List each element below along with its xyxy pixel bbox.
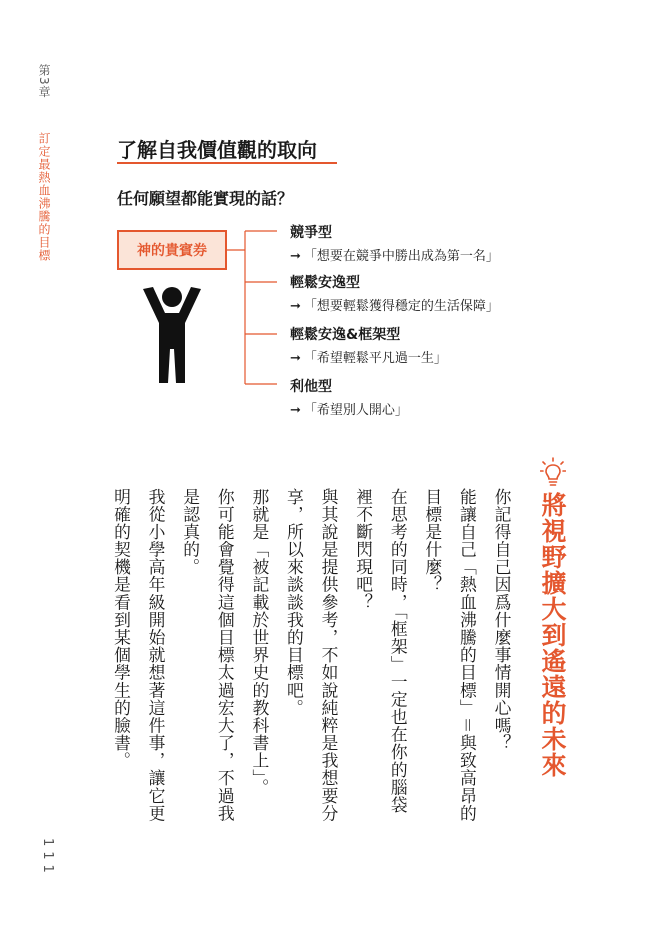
branch-easygoing	[290, 272, 499, 314]
paragraph: 在思考的同時，「框架」一定也在你的腦袋裡不斷閃現吧？	[353, 488, 409, 814]
arrow-icon: ➞	[290, 299, 301, 314]
paragraph: 你記得自己因爲什麼事情開心嗎？	[492, 488, 512, 752]
lightbulb-icon	[540, 457, 566, 487]
branch-altruistic	[290, 376, 408, 418]
title-underline	[117, 162, 337, 164]
branch-competitive	[290, 222, 499, 264]
paragraph: 我從小學高年級開始就想著這件事，讓它更明確的契機是看到某個學生的臉書。	[111, 488, 167, 823]
arrow-icon: ➞	[290, 249, 301, 264]
chapter-title: 訂定最熱血沸騰的目標	[37, 132, 51, 262]
chapter-number: 第3章	[37, 64, 51, 99]
branch-label: 輕鬆安逸&框架型	[290, 327, 401, 343]
section-title: 了解自我價值觀的取向	[117, 138, 317, 162]
cheering-person-icon	[139, 285, 205, 385]
arrow-icon: ➞	[290, 351, 301, 366]
question-heading: 任何願望都能實現的話？	[117, 189, 294, 208]
branch-label: 利他型	[290, 379, 332, 395]
body-text	[104, 488, 519, 828]
branch-label: 競爭型	[290, 225, 332, 241]
page-number: 111	[40, 838, 55, 878]
branch-label: 輕鬆安逸型	[290, 275, 360, 291]
branch-wish: 「希望輕鬆平凡過一生」	[303, 351, 447, 366]
paragraph: 能讓自己「熱血沸騰的目標」＝與致高昂的目標是什麼？	[422, 488, 478, 823]
article-heading: 將視野擴大到遙遠的未來	[538, 492, 567, 778]
value-tree-connector	[227, 229, 277, 399]
paragraph: 與其說是提供參考，不如說純粹是我想要分享，所以來談談我的目標吧。	[284, 488, 340, 823]
branch-easygoing-framework	[290, 324, 447, 366]
branch-wish: 「想要在競爭中勝出成為第一名」	[303, 249, 499, 264]
voucher-label: 神的貴賓券	[137, 243, 207, 259]
voucher-box	[117, 230, 227, 270]
paragraph: 你可能會覺得這個目標太過宏大了，不過我是認真的。	[180, 488, 236, 823]
branch-wish: 「希望別人開心」	[303, 403, 408, 418]
arrow-icon: ➞	[290, 403, 301, 418]
branch-wish: 「想要輕鬆獲得穩定的生活保障」	[303, 299, 499, 314]
paragraph: 那就是「被記載於世界史的教科書上」。	[249, 488, 270, 797]
